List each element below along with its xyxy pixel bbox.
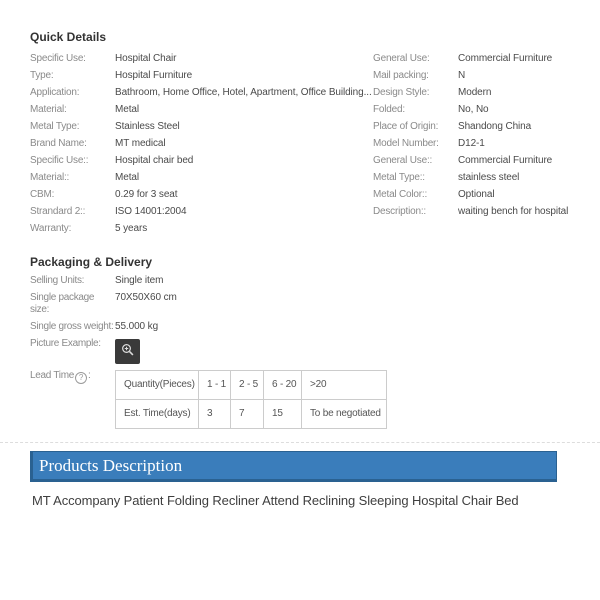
- spec-value: Commercial Furniture: [458, 155, 553, 166]
- spec-label: Mail packing:: [373, 70, 429, 81]
- quick-details-heading: Quick Details: [30, 30, 107, 44]
- lead-time-value-row: [116, 400, 387, 429]
- spec-value: Metal: [115, 172, 139, 183]
- spec-label: Place of Origin:: [373, 121, 439, 132]
- spec-label: Specific Use:: [30, 53, 86, 64]
- spec-value: Metal: [115, 104, 139, 115]
- lead-time-cell: To be negotiated: [302, 400, 387, 429]
- packaging-row: [30, 321, 600, 333]
- spec-value: Optional: [458, 189, 495, 200]
- product-title: MT Accompany Patient Folding Recliner Attend Reclining Sleeping Hospital Chair Bed: [32, 493, 519, 508]
- spec-label: Description::: [373, 206, 426, 217]
- products-description-banner: [30, 451, 557, 482]
- spec-value: No, No: [458, 104, 489, 115]
- spec-label: Brand Name:: [30, 138, 87, 149]
- spec-value: Stainless Steel: [115, 121, 180, 132]
- spec-label: Application:: [30, 87, 80, 98]
- spec-label: Strandard 2::: [30, 206, 86, 217]
- packaging-row: [30, 292, 600, 316]
- spec-label: Warranty:: [30, 223, 72, 234]
- dashed-separator: [0, 442, 600, 443]
- help-icon[interactable]: ?: [75, 372, 87, 384]
- lead-time-cell: Quantity(Pieces): [116, 371, 199, 400]
- spec-value: Hospital Chair: [115, 53, 177, 64]
- spec-label: Metal Color::: [373, 189, 428, 200]
- spec-value: [458, 220, 600, 237]
- packaging-label: Single gross weight:: [30, 321, 114, 332]
- spec-label: General Use::: [373, 155, 433, 166]
- packaging-row: [30, 275, 600, 287]
- lead-time-cell: 7: [231, 400, 264, 429]
- spec-value: MT medical: [115, 138, 166, 149]
- lead-time-table-wrap: [115, 370, 600, 429]
- packaging-label: Selling Units:: [30, 275, 85, 286]
- lead-time-cell: 15: [264, 400, 302, 429]
- spec-value: Modern: [458, 87, 492, 98]
- lead-time-row: [30, 370, 600, 429]
- zoom-in-icon: [121, 343, 135, 361]
- packaging-label: Picture Example:: [30, 338, 101, 349]
- spec-value: 0.29 for 3 seat: [115, 189, 178, 200]
- packaging-value: Single item: [115, 275, 164, 286]
- spec-value: waiting bench for hospital: [458, 206, 569, 217]
- lead-time-cell: 3: [199, 400, 231, 429]
- spec-label: Metal Type::: [373, 172, 425, 183]
- spec-label: Type:: [30, 70, 54, 81]
- lead-time-table: [115, 370, 387, 429]
- spec-value: D12-1: [458, 138, 485, 149]
- packaging-label: Single package size:: [30, 292, 95, 315]
- spec-value: Hospital chair bed: [115, 155, 194, 166]
- quick-details-grid: [30, 50, 600, 237]
- packaging-delivery-heading: Packaging & Delivery: [30, 255, 153, 269]
- spec-value: 5 years: [115, 223, 148, 234]
- lead-time-header-row: [116, 371, 387, 400]
- spec-value: Bathroom, Home Office, Hotel, Apartment, Office Building...: [115, 87, 372, 98]
- spec-value: stainless steel: [458, 172, 520, 183]
- spec-label: Model Number:: [373, 138, 439, 149]
- spec-value: Hospital Furniture: [115, 70, 193, 81]
- spec-label: Design Style:: [373, 87, 430, 98]
- picture-example-thumbnail[interactable]: [115, 339, 140, 364]
- spec-value: Shandong China: [458, 121, 532, 132]
- spec-label: CBM:: [30, 189, 55, 200]
- spec-value: Commercial Furniture: [458, 53, 553, 64]
- lead-time-cell: >20: [302, 371, 387, 400]
- lead-time-cell: Est. Time(days): [116, 400, 199, 429]
- packaging-value: 55.000 kg: [115, 321, 159, 332]
- spec-value: ISO 14001:2004: [115, 206, 187, 217]
- lead-time-cell: 2 - 5: [231, 371, 264, 400]
- spec-value: N: [458, 70, 466, 81]
- spec-label: General Use:: [373, 53, 430, 64]
- spec-label: Material:: [30, 104, 67, 115]
- spec-label: Specific Use::: [30, 155, 89, 166]
- lead-time-cell: 1 - 1: [199, 371, 231, 400]
- spec-label: Metal Type:: [30, 121, 80, 132]
- packaging-value: [115, 338, 600, 364]
- lead-time-cell: 6 - 20: [264, 371, 302, 400]
- packaging-row: [30, 338, 600, 364]
- lead-time-text: Lead Time: [30, 370, 74, 381]
- lead-time-colon: :: [88, 370, 91, 381]
- lead-time-label: [30, 370, 115, 384]
- spec-label: Material::: [30, 172, 70, 183]
- packaging-value: 70X50X60 cm: [115, 292, 177, 303]
- spec-label: [373, 220, 458, 237]
- spec-label: Folded:: [373, 104, 405, 115]
- banner-title: Products Description: [39, 456, 183, 475]
